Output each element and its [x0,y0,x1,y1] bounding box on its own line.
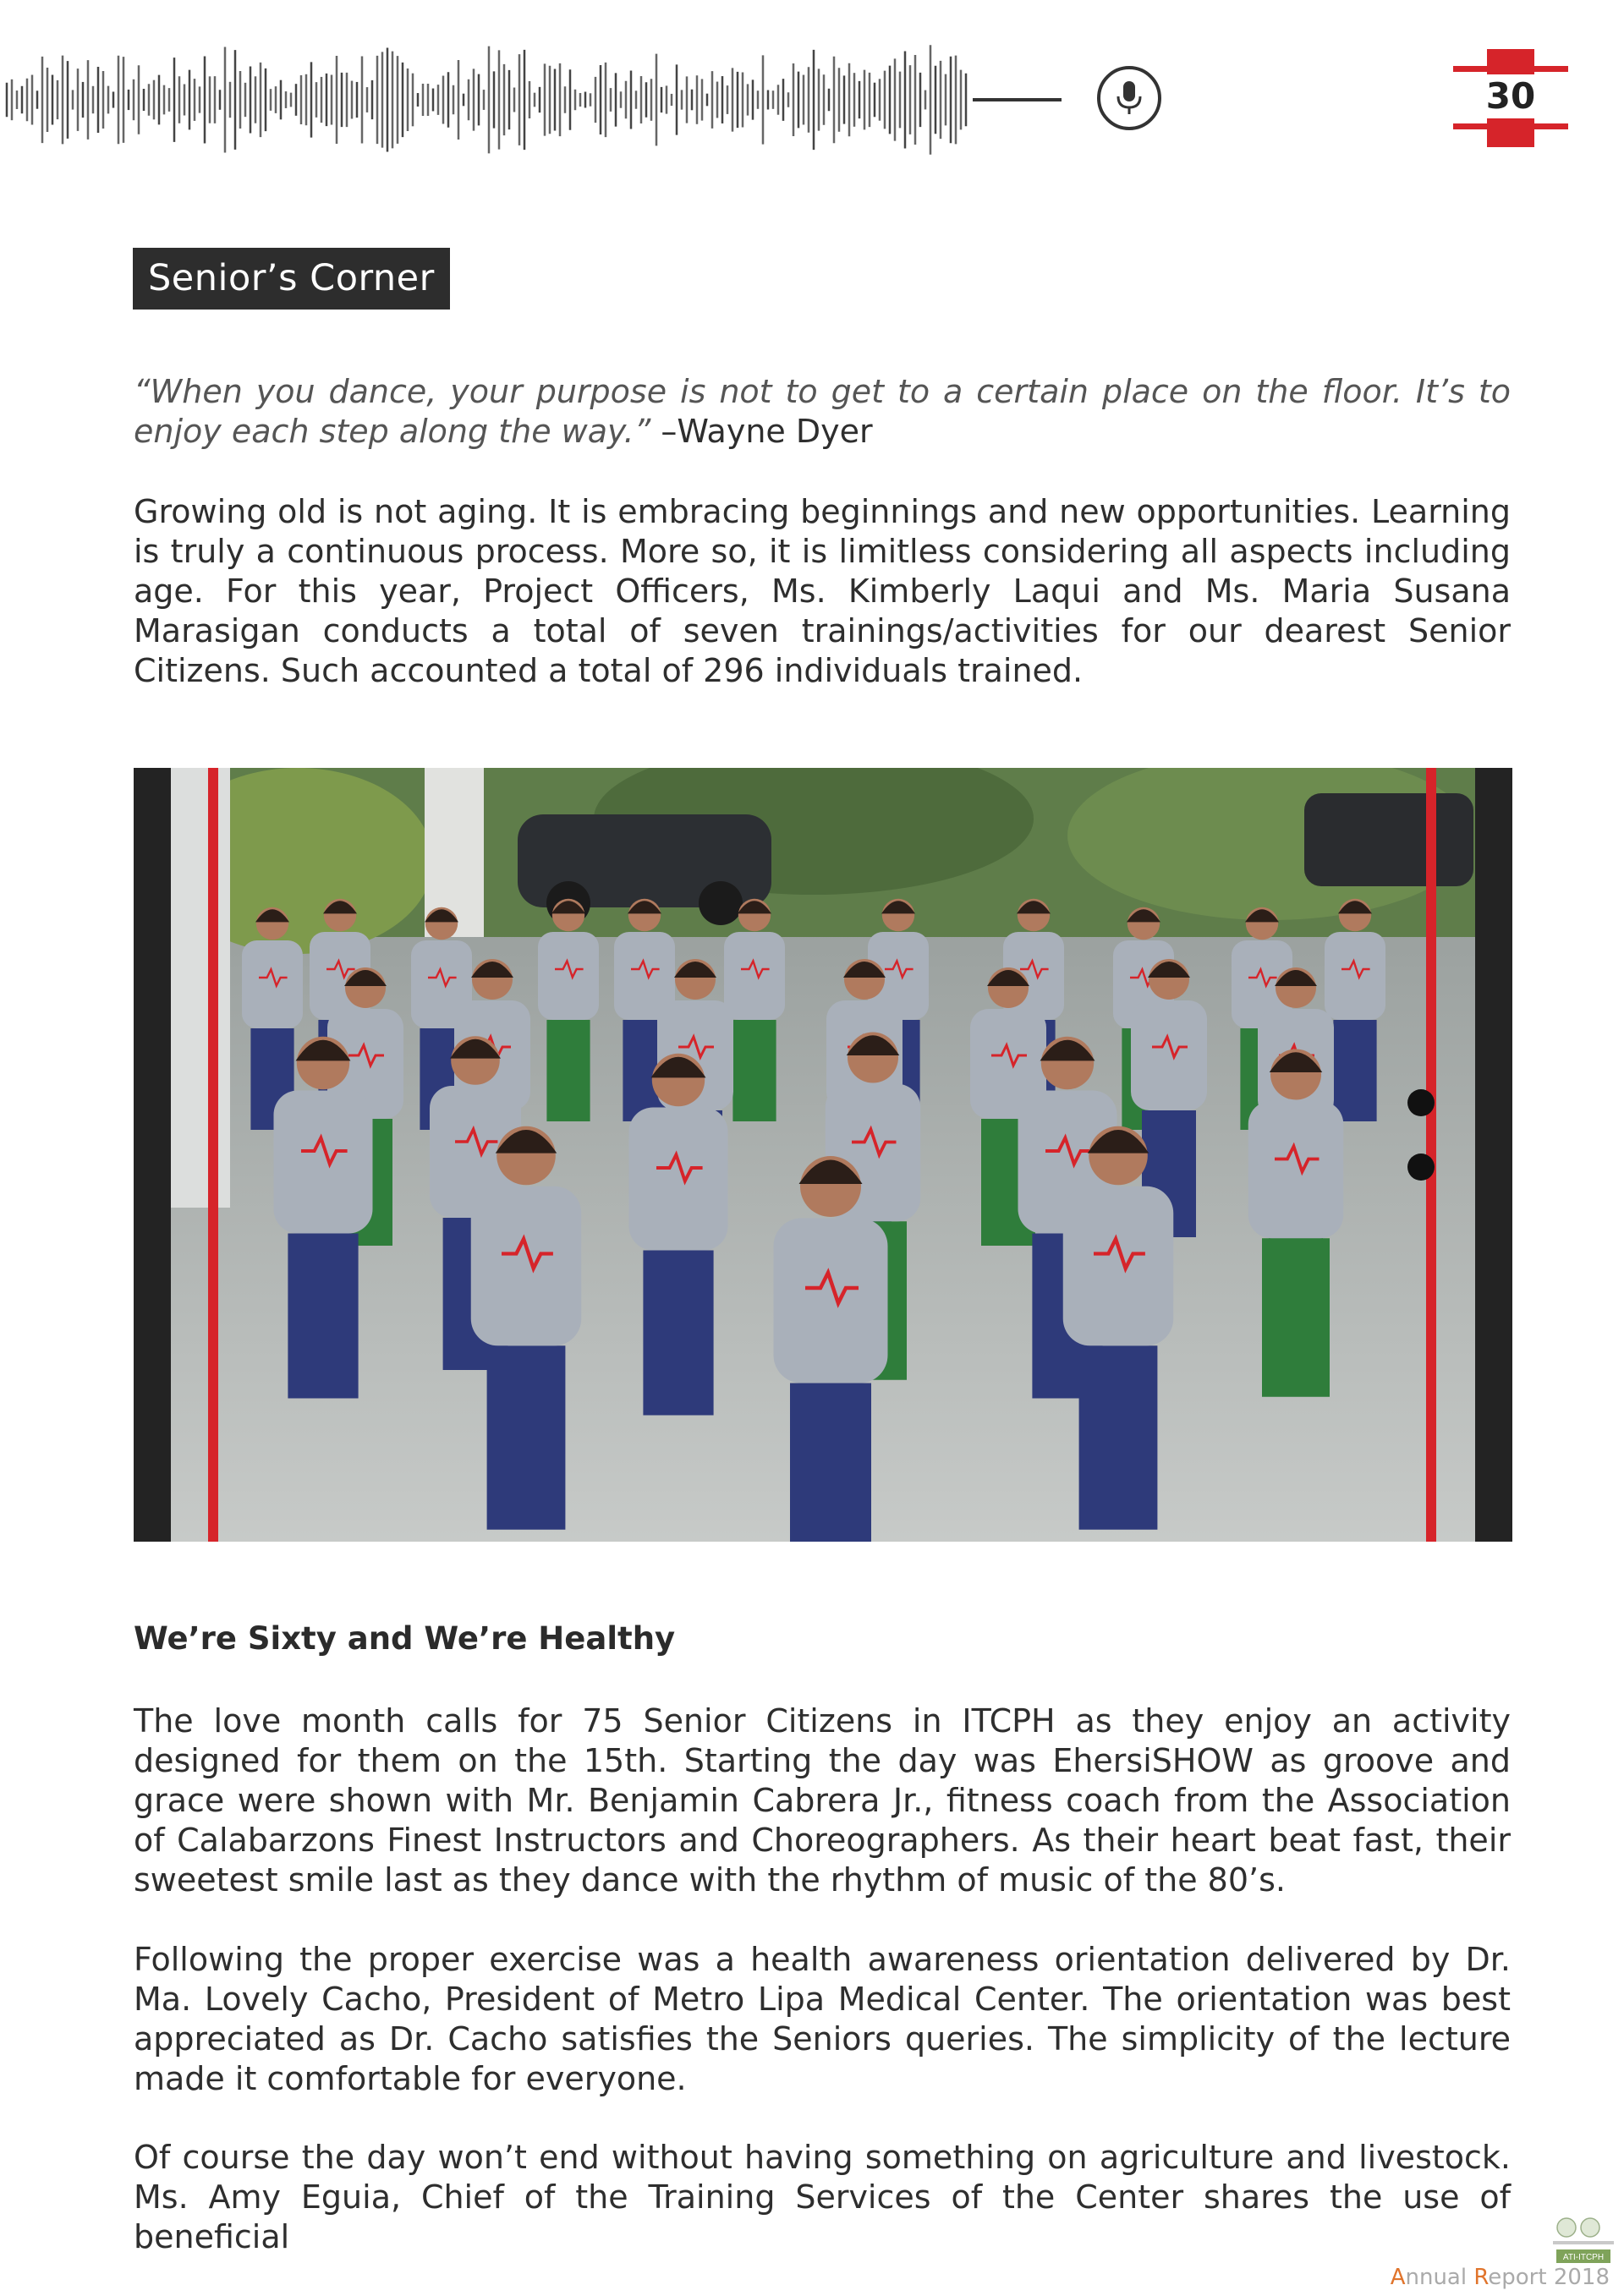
audio-waveform-graphic [0,32,1066,167]
ati-itcph-logo [1548,2216,1619,2265]
quote-text: “When you dance, your purpose is not to get to a certain place on the floor. It’s to enjoy each step along the way.” [134,373,1511,450]
photo-image [171,768,1475,1542]
decorative-dot [1407,1089,1435,1116]
report-footer [1391,2265,1610,2290]
footer-letter-a: A [1390,2265,1406,2290]
logo-text: ATI-ITCPH [1562,2253,1605,2262]
section-title: Senior’s Corner [133,248,450,310]
body-paragraph: The love month calls for 75 Senior Citizens in ITCPH as they enjoy an activity designed for them on the 15th. Starting the day was EhersiSHOW as groove and grace were shown with Mr. Benjamin Cabrera Jr., fitness coach from the Association of Calabarzons Finest Instructors and Choreographers. As their heart beat fast, their sweetest smile last as they dance with the rhythm of music of the 80’s. [134,1702,1511,1899]
intro-paragraph: Growing old is not aging. It is embracing beginnings and new opportunities. Learning is truly a continuous process. More so, it is limitless considering all aspects including age. For this year, Project Officers, Ms. Kimberly Laqui and Ms. Maria Susana Marasigan conducts a total of seven trainings/activities for our dearest Senior Citizens. Such accounted a total of 296 individuals trained. [134,493,1511,689]
epigraph-quote [134,372,1511,452]
body-paragraph: Of course the day won’t end without having something on agriculture and livestock. Ms. Amy Eguia, Chief of the Training Services of the Center shares the use of beneficial [134,2139,1511,2255]
page-number-badge [1453,49,1568,149]
page-number: 30 [1453,74,1568,118]
footer-letter-r: R [1473,2265,1489,2290]
footer-word-annual: nnual [1405,2265,1474,2290]
decorative-dot [1407,1153,1435,1181]
body-paragraph: Following the proper exercise was a health awareness orientation delivered by Dr. Ma. Lovely Cacho, President of Metro Lipa Medical Center. The orientation was best appreciated as Dr. Cacho satisfies the Seniors queries. The simplicity of the lecture made it comfortable for everyone. [134,1941,1511,2097]
seniors-dancing-photo [134,768,1512,1542]
quote-author: –Wayne Dyer [650,413,873,450]
article-subheading: We’re Sixty and We’re Healthy [134,1620,676,1657]
microphone-icon [1097,66,1161,130]
footer-word-report: eport 2018 [1488,2265,1610,2290]
